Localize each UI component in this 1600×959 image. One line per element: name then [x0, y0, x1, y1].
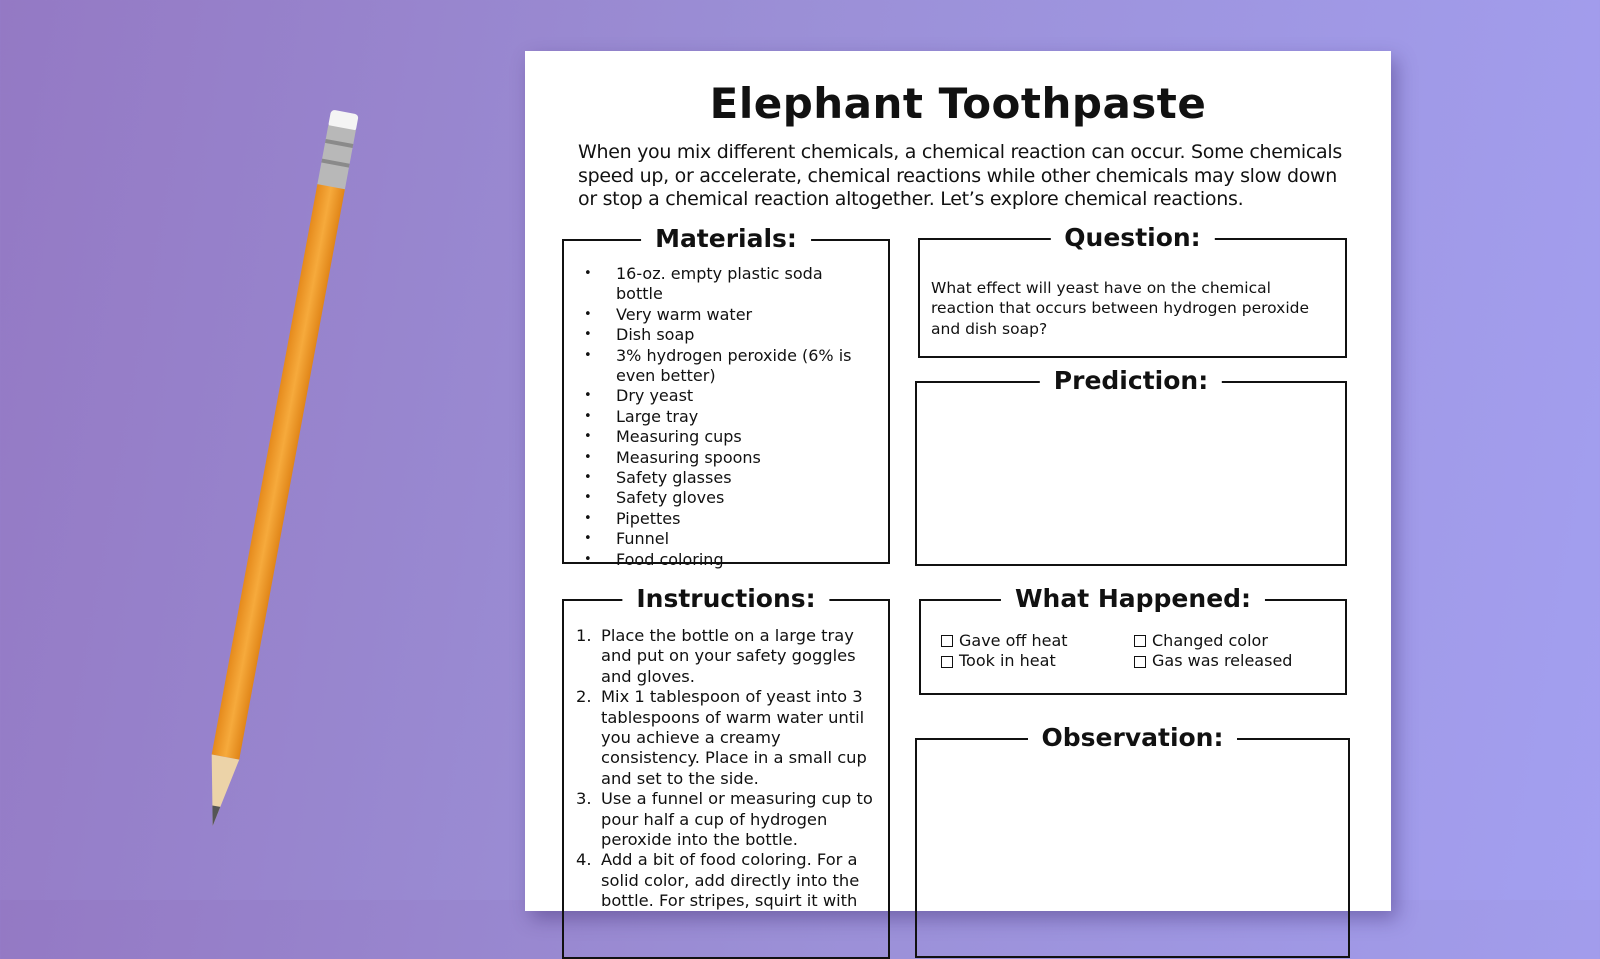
checkbox-icon[interactable]: [941, 656, 953, 668]
instruction-step: [576, 687, 876, 789]
step-number: 2.: [576, 687, 592, 707]
step-text: Add a bit of food coloring. For a solid color, add directly into the bottle. For stripes, squirt it with: [601, 850, 860, 911]
question-text: What effect will yeast have on the chemical reaction that occurs between hydrogen peroxide and dish soap?: [931, 279, 1310, 338]
prediction-heading: Prediction:: [1040, 364, 1222, 398]
material-item: • Measuring cups: [584, 427, 874, 447]
checkbox-option[interactable]: [941, 631, 1134, 651]
material-item: • 16-oz. empty plastic soda bottle: [584, 264, 874, 305]
material-item: • Safety glasses: [584, 468, 874, 488]
materials-box: [562, 224, 890, 569]
checkbox-option[interactable]: [941, 651, 1134, 671]
checkbox-label: Gas was released: [1152, 651, 1293, 671]
step-number: 1.: [576, 626, 592, 645]
question-box: [918, 223, 1347, 358]
material-item: • Pipettes: [584, 509, 874, 529]
material-item: • Measuring spoons: [584, 448, 874, 468]
step-text: Mix 1 tablespoon of yeast into 3 tablespoons of warm water until you achieve a creamy consistency. Place in a small cup and set to the side.: [601, 687, 867, 788]
step-text: Use a funnel or measuring cup to pour half a cup of hydrogen peroxide into the bottle.: [601, 789, 873, 850]
what-happened-options: [941, 631, 1331, 672]
observation-box[interactable]: [915, 723, 1350, 958]
instructions-list: [576, 626, 876, 912]
question-heading: Question:: [1050, 221, 1214, 255]
checkbox-label: Took in heat: [959, 651, 1056, 671]
materials-heading: Materials:: [641, 222, 811, 256]
material-item: • Funnel: [584, 529, 874, 549]
material-item: • Large tray: [584, 407, 874, 427]
intro-paragraph: When you mix different chemicals, a chemical reaction can occur. Some chemicals speed up, or accelerate, chemical reactions while other chemicals may slow down or stop a chemical reaction altogether. Let’s explore chemical reactions.: [578, 141, 1342, 210]
instruction-step: [576, 850, 876, 911]
instructions-heading: Instructions:: [622, 582, 829, 616]
material-item: • Food coloring: [584, 550, 874, 570]
observation-heading: Observation:: [1028, 721, 1238, 755]
material-item: • Safety gloves: [584, 488, 874, 508]
material-item: • Very warm water: [584, 305, 874, 325]
checkbox-icon[interactable]: [941, 635, 953, 647]
step-text: Place the bottle on a large tray and put on your safety goggles and gloves.: [601, 626, 856, 686]
worksheet-page: [525, 51, 1391, 911]
checkbox-label: Changed color: [1152, 631, 1268, 650]
checkbox-icon[interactable]: [1134, 635, 1146, 647]
worksheet-title: Elephant Toothpaste: [709, 79, 1207, 128]
what-happened-box: [919, 584, 1347, 695]
material-item: • Dry yeast: [584, 386, 874, 406]
material-item: • Dish soap: [584, 325, 874, 345]
material-item: • 3% hydrogen peroxide (6% is even better): [584, 346, 874, 387]
what-happened-heading: What Happened:: [1001, 582, 1265, 616]
step-number: 3.: [576, 789, 592, 809]
step-number: 4.: [576, 850, 592, 870]
checkbox-icon[interactable]: [1134, 656, 1146, 668]
checkbox-option[interactable]: [1134, 631, 1327, 651]
instruction-step: [576, 626, 876, 687]
instruction-step: [576, 789, 876, 850]
checkbox-label: Gave off heat: [959, 631, 1068, 650]
materials-list: [584, 264, 874, 570]
checkbox-option[interactable]: [1134, 651, 1327, 671]
prediction-box[interactable]: [915, 366, 1347, 566]
instructions-box: [562, 584, 890, 959]
